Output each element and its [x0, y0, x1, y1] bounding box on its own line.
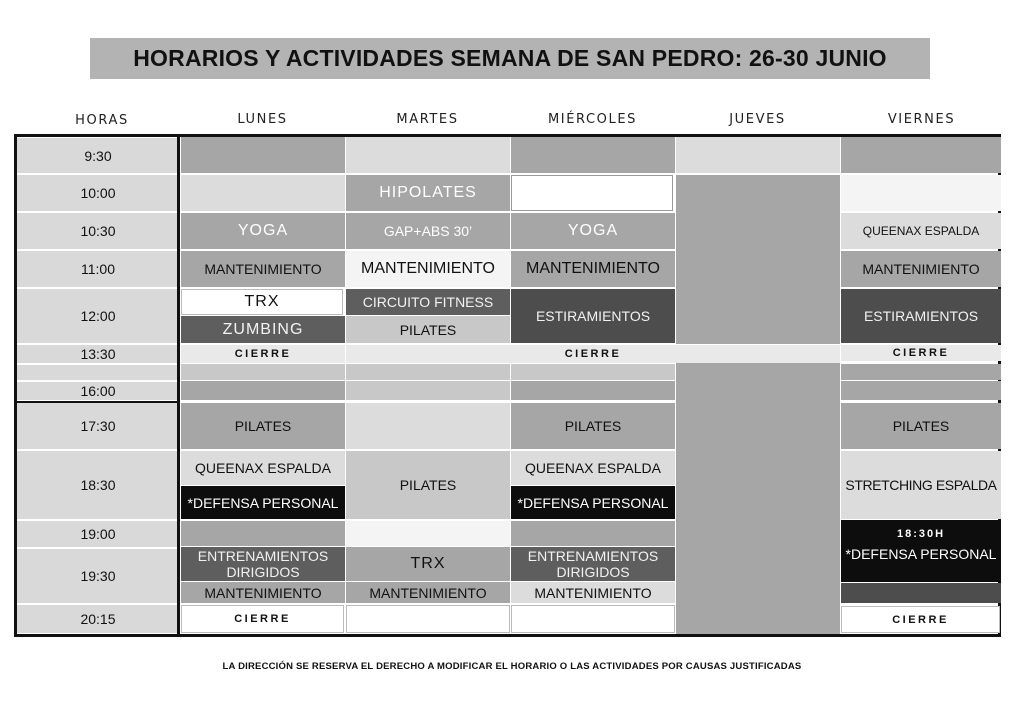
viernes-defensa	[841, 520, 1001, 582]
time-cell: 16:00	[17, 381, 179, 401]
lunes-cierre-2: CIERRE	[181, 605, 344, 633]
miercoles-16-00	[511, 381, 675, 400]
miercoles-10-00	[511, 175, 673, 211]
header-horas: HORAS	[75, 113, 129, 128]
martes-gap: GAP+ABS 30’	[346, 213, 510, 249]
header-viernes: VIERNES	[887, 112, 956, 127]
viernes-stretching: STRETCHING ESPALDA	[841, 451, 1001, 519]
header-jueves: JUEVES	[729, 112, 786, 127]
miercoles-yoga: YOGA	[511, 213, 675, 249]
time-cell: 17:30	[17, 401, 179, 450]
lunes-entrenamientos: ENTRENAMIENTOS DIRIGIDOS	[181, 547, 345, 581]
page-title: HORARIOS Y ACTIVIDADES SEMANA DE SAN PEDRO: 26-30 JUNIO	[90, 38, 930, 79]
viernes-19-45	[841, 583, 1001, 603]
miercoles-mantenimiento-2: MANTENIMIENTO	[511, 582, 675, 603]
martes-miercoles-cierre: CIERRE	[346, 345, 840, 363]
viernes-mantenimiento: MANTENIMIENTO	[841, 251, 1001, 287]
viernes-cierre-2: CIERRE	[841, 606, 1000, 633]
miercoles-9-30	[511, 137, 675, 173]
header-martes: MARTES	[396, 112, 459, 127]
time-cell: 10:00	[17, 174, 179, 212]
martes-9-30	[346, 137, 510, 173]
miercoles-entrenamientos: ENTRENAMIENTOS DIRIGIDOS	[511, 547, 675, 581]
miercoles-pilates: PILATES	[511, 403, 675, 449]
time-cell: 19:30	[17, 548, 179, 604]
martes-20-15	[346, 605, 510, 633]
lunes-queenax: QUEENAX ESPALDA	[181, 451, 345, 485]
lunes-10-00	[181, 175, 345, 211]
time-cell: 19:00	[17, 520, 179, 548]
miercoles-13-45	[511, 364, 675, 380]
martes-pilates: PILATES	[346, 316, 510, 343]
lunes-pilates: PILATES	[181, 403, 345, 449]
footer-disclaimer: LA DIRECCIÓN SE RESERVA EL DERECHO A MODIFICAR EL HORARIO O LAS ACTIVIDADES POR CAUSAS JUSTIFICADAS	[222, 661, 802, 672]
miercoles-20-15	[511, 605, 675, 633]
header-lunes: LUNES	[237, 112, 288, 127]
time-cell: 9:30	[17, 137, 179, 174]
lunes-trx: TRX	[181, 289, 343, 315]
martes-circuito: CIRCUITO FITNESS	[346, 289, 510, 315]
viernes-pilates: PILATES	[841, 403, 1001, 449]
lunes-yoga: YOGA	[181, 213, 345, 249]
miercoles-estiramientos: ESTIRAMIENTOS	[511, 289, 675, 343]
time-cell: 12:00	[17, 288, 179, 344]
lunes-19-00	[181, 521, 345, 546]
miercoles-queenax: QUEENAX ESPALDA	[511, 451, 675, 485]
viernes-defensa-time: 18:30H	[896, 528, 946, 540]
martes-hipolates: HIPOLATES	[346, 175, 510, 211]
miercoles-mantenimiento: MANTENIMIENTO	[511, 251, 675, 287]
header-miercoles: MIÉRCOLES	[547, 112, 638, 127]
viernes-10-00	[841, 175, 1001, 211]
time-cell: 20:15	[17, 604, 179, 634]
jueves-closed	[676, 175, 840, 344]
viernes-9-30	[841, 137, 1001, 173]
jueves-closed-afternoon	[676, 363, 840, 634]
lunes-mantenimiento-2: MANTENIMIENTO	[181, 582, 345, 603]
time-cell: 13:30	[17, 344, 179, 364]
viernes-cierre: CIERRE	[841, 345, 1001, 361]
viernes-13-45	[841, 364, 1001, 380]
lunes-cierre: CIERRE	[181, 345, 345, 363]
martes-trx: TRX	[346, 547, 510, 581]
martes-mantenimiento: MANTENIMIENTO	[346, 251, 510, 287]
time-cell: 18:30	[17, 450, 179, 520]
viernes-queenax: QUEENAX ESPALDA	[841, 213, 1001, 249]
viernes-estiramientos: ESTIRAMIENTOS	[841, 289, 1001, 343]
time-cell: 10:30	[17, 212, 179, 250]
martes-19-00	[346, 521, 510, 546]
martes-17-30	[346, 403, 510, 449]
jueves-9-30	[676, 137, 840, 173]
column-divider	[177, 136, 180, 636]
martes-mantenimiento-2: MANTENIMIENTO	[346, 582, 510, 603]
time-cell	[17, 364, 179, 381]
martes-16-00	[346, 381, 510, 400]
lunes-9-30	[181, 137, 345, 173]
viernes-16-00	[841, 381, 1001, 400]
martes-13-45	[346, 364, 510, 380]
time-cell: 11:00	[17, 250, 179, 288]
lunes-defensa: *DEFENSA PERSONAL	[181, 486, 345, 519]
lunes-mantenimiento: MANTENIMIENTO	[181, 251, 345, 287]
miercoles-19-00	[511, 521, 675, 546]
lunes-13-45	[181, 364, 345, 380]
lunes-16-00	[181, 381, 345, 400]
miercoles-defensa: *DEFENSA PERSONAL	[511, 486, 675, 519]
martes-pilates-2: PILATES	[346, 451, 510, 519]
lunes-zumbing: ZUMBING	[181, 316, 345, 343]
viernes-defensa-label: *DEFENSA PERSONAL	[845, 546, 997, 562]
